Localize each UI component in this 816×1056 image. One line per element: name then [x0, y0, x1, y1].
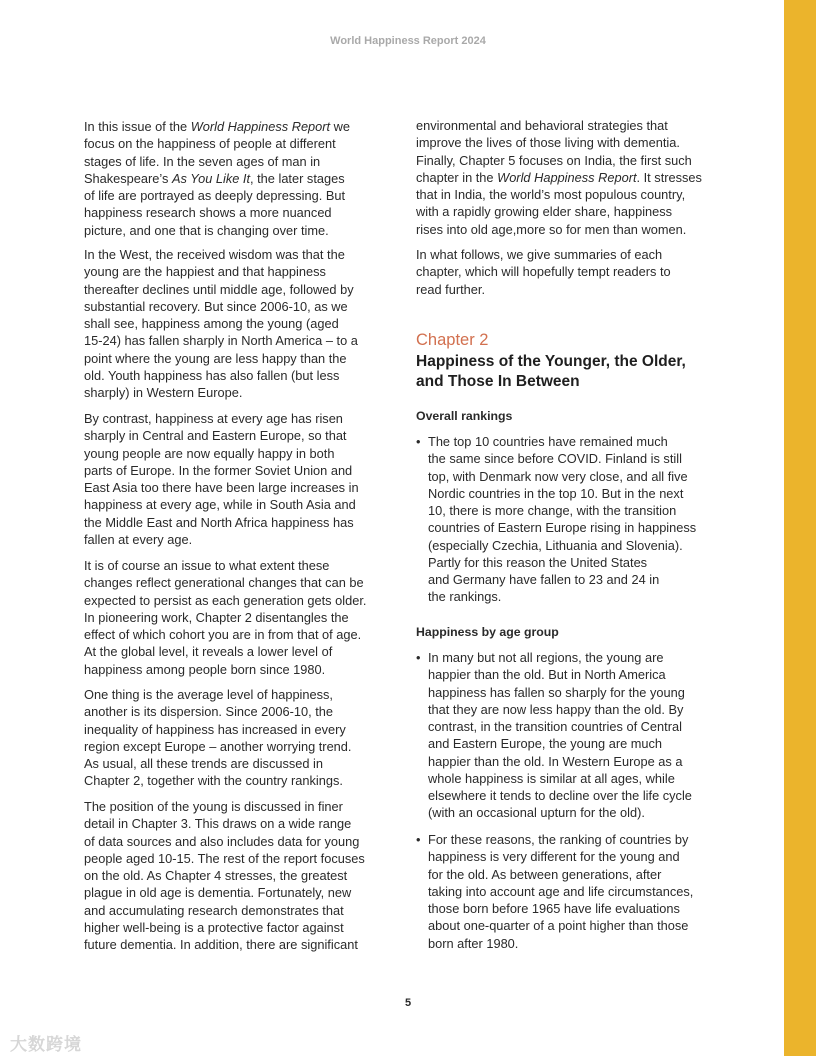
text-line: inequality of happiness has increased in every: [84, 721, 346, 737]
italic-title: World Happiness Report: [497, 169, 637, 185]
text-line: elsewhere it tends to decline over the life cycle: [428, 788, 692, 803]
text-line: happiness at every age, while in South Asia and: [84, 497, 356, 513]
bullet-icon: •: [416, 832, 421, 847]
text-line: born after 1980.: [428, 935, 519, 951]
text-line: By contrast, happiness at every age has risen: [84, 411, 343, 426]
text-line: shall see, happiness among the young (aged: [84, 316, 339, 331]
text-line: (especially Czechia, Lithuania and Slovenia).: [428, 537, 683, 553]
text-line: expected to persist as each generation gets older.: [84, 592, 367, 608]
text-line: plague in old age is dementia. Fortunately, new: [84, 885, 352, 901]
text-line: As usual, all these trends are discussed in: [84, 756, 324, 771]
text-line: environmental and behavioral strategies that: [416, 118, 668, 133]
text-line: chapter, which will hopefully tempt readers to: [416, 264, 671, 280]
paragraph: [416, 246, 671, 298]
paragraph: [84, 118, 350, 239]
text-line: picture, and one that is changing over time.: [84, 222, 329, 238]
text-line: East Asia too there have been large increases in: [84, 480, 359, 495]
accent-side-bar: [784, 0, 816, 1056]
running-header: World Happiness Report 2024: [330, 35, 486, 47]
text-line: [84, 170, 350, 187]
chapter-title-line: and Those In Between: [416, 373, 580, 390]
text-line: of life are portrayed as deeply depressing. But: [84, 188, 346, 203]
chapter-title-line: Happiness of the Younger, the Older,: [416, 353, 686, 370]
text-line: the same since before COVID. Finland is still: [428, 451, 682, 467]
chapter-title: [416, 352, 686, 392]
subheading-overall-rankings: Overall rankings: [416, 409, 513, 423]
text-segment: Shakespeare’s: [84, 170, 172, 186]
text-line: At the global level, it reveals a lower level of: [84, 644, 333, 660]
paragraph: [84, 246, 358, 401]
text-line: and Germany have fallen to 23 and 24 in: [428, 572, 660, 587]
italic-title: As You Like It: [171, 170, 251, 186]
paragraph: [84, 686, 351, 790]
text-line: The top 10 countries have remained much: [428, 434, 668, 449]
paragraph: [84, 410, 359, 548]
text-line: with a rapidly growing elder share, happiness: [416, 204, 673, 220]
text-line: In the West, the received wisdom was that the: [84, 247, 345, 262]
text-line: thereafter declines until middle age, followed by: [84, 281, 354, 297]
page-number: 5: [404, 997, 412, 1009]
text-line: for the old. As between generations, after: [428, 866, 662, 882]
text-segment: , the later stages: [250, 170, 345, 186]
text-line: countries of Eastern Europe rising in happiness: [428, 520, 697, 536]
text-line: Partly for this reason the United States: [428, 554, 648, 570]
text-line: In many but not all regions, the young are: [428, 650, 664, 665]
text-line: young are the happiest and that happiness: [84, 264, 326, 280]
text-line: old. Youth happiness has also fallen (but less: [84, 367, 340, 383]
text-line: those born before 1965 have life evaluations: [428, 901, 680, 916]
text-segment: . It stresses: [636, 169, 702, 185]
text-line: (with an occasional upturn for the old).: [428, 805, 645, 821]
text-line: Finally, Chapter 5 focuses on India, the first such: [416, 152, 692, 168]
paragraph: [84, 557, 366, 678]
text-line: [84, 118, 350, 135]
text-line: point where the young are less happy than the: [84, 350, 347, 366]
text-line: young people are now equally happy in both: [84, 445, 335, 461]
text-line: stages of life. In the seven ages of man in: [84, 153, 321, 169]
text-line: happiness is very different for the young and: [428, 849, 680, 865]
text-segment: In this issue of the: [84, 119, 191, 134]
text-line: parts of Europe. In the former Soviet Union and: [84, 462, 353, 478]
text-line: 15-24) has fallen sharply in North America – to a: [84, 333, 358, 349]
text-line: One thing is the average level of happiness,: [84, 687, 333, 702]
bullet-text: [428, 649, 692, 822]
text-line: region except Europe – another worrying trend.: [84, 738, 352, 754]
text-line: effect of which cohort you are in from that of age.: [84, 627, 362, 642]
text-line: that in India, the world’s most populous country,: [416, 187, 686, 202]
text-line: of data sources and also includes data for young: [84, 833, 360, 849]
text-line: In what follows, we give summaries of each: [416, 247, 663, 262]
italic-title: World Happiness Report: [190, 119, 331, 134]
text-line: rises into old age,more so for men than women.: [416, 221, 687, 237]
text-line: happier than the old. But in North America: [428, 667, 666, 683]
text-line: Nordic countries in the top 10. But in the next: [428, 485, 684, 501]
bullet-text: [428, 831, 693, 952]
text-line: whole happiness is similar at all ages, while: [428, 770, 675, 786]
text-line: The position of the young is discussed in finer: [84, 799, 343, 814]
text-line: the rankings.: [428, 589, 502, 605]
text-line: sharply) in Western Europe.: [84, 385, 243, 400]
text-line: improve the lives of those living with dementia.: [416, 135, 680, 151]
text-line: fallen at every age.: [84, 531, 193, 547]
bullet-icon: •: [416, 434, 421, 449]
text-line: that they are now less happy than the old. By: [428, 701, 684, 717]
text-line: focus on the happiness of people at different: [84, 136, 336, 152]
text-line: happier than the old. In Western Europe as a: [428, 753, 683, 769]
text-line: 10, there is more change, with the transition: [428, 503, 677, 518]
bullet-text: [428, 433, 696, 606]
chapter-label: Chapter 2: [416, 331, 489, 349]
text-line: about one-quarter of a point higher than those: [428, 918, 689, 934]
text-line: taking into account age and life circumstances,: [428, 883, 694, 899]
text-line: higher well-being is a protective factor against: [84, 919, 344, 935]
text-line: top, with Denmark now very close, and all five: [428, 468, 688, 484]
text-line: changes reflect generational changes that can be: [84, 575, 364, 591]
text-line: For these reasons, the ranking of countries by: [428, 832, 689, 847]
text-line: people aged 10-15. The rest of the report focuses: [84, 850, 365, 866]
text-line: happiness has fallen so sharply for the young: [428, 684, 685, 700]
text-segment: we: [330, 119, 351, 134]
text-line: happiness among people born since 1980.: [84, 661, 326, 677]
text-line: Chapter 2, together with the country rankings.: [84, 773, 343, 789]
text-line: and Eastern Europe, the young are much: [428, 736, 663, 752]
text-line: and accumulating research demonstrates that: [84, 902, 344, 918]
text-line: happiness research shows a more nuanced: [84, 205, 332, 221]
text-line: It is of course an issue to what extent these: [84, 558, 330, 573]
text-line: on the old. As Chapter 4 stresses, the greatest: [84, 868, 348, 883]
text-line: the Middle East and North Africa happiness has: [84, 514, 354, 530]
paragraph: [416, 117, 702, 238]
text-line: another is its dispersion. Since 2006-10, the: [84, 704, 333, 720]
text-segment: chapter in the: [416, 169, 498, 185]
paragraph: [84, 798, 365, 953]
text-line: contrast, in the transition countries of Central: [428, 719, 682, 734]
watermark-logo: 大数跨境: [10, 1035, 82, 1054]
bullet-icon: •: [416, 650, 421, 665]
subheading-age-group: Happiness by age group: [416, 625, 559, 639]
text-line: read further.: [416, 281, 486, 297]
text-line: future dementia. In addition, there are significant: [84, 937, 358, 952]
text-line: [416, 169, 702, 186]
text-line: substantial recovery. But since 2006-10, as we: [84, 298, 348, 314]
text-line: In pioneering work, Chapter 2 disentangles the: [84, 609, 349, 625]
text-line: detail in Chapter 3. This draws on a wide range: [84, 816, 352, 832]
text-line: sharply in Central and Eastern Europe, so that: [84, 428, 347, 444]
